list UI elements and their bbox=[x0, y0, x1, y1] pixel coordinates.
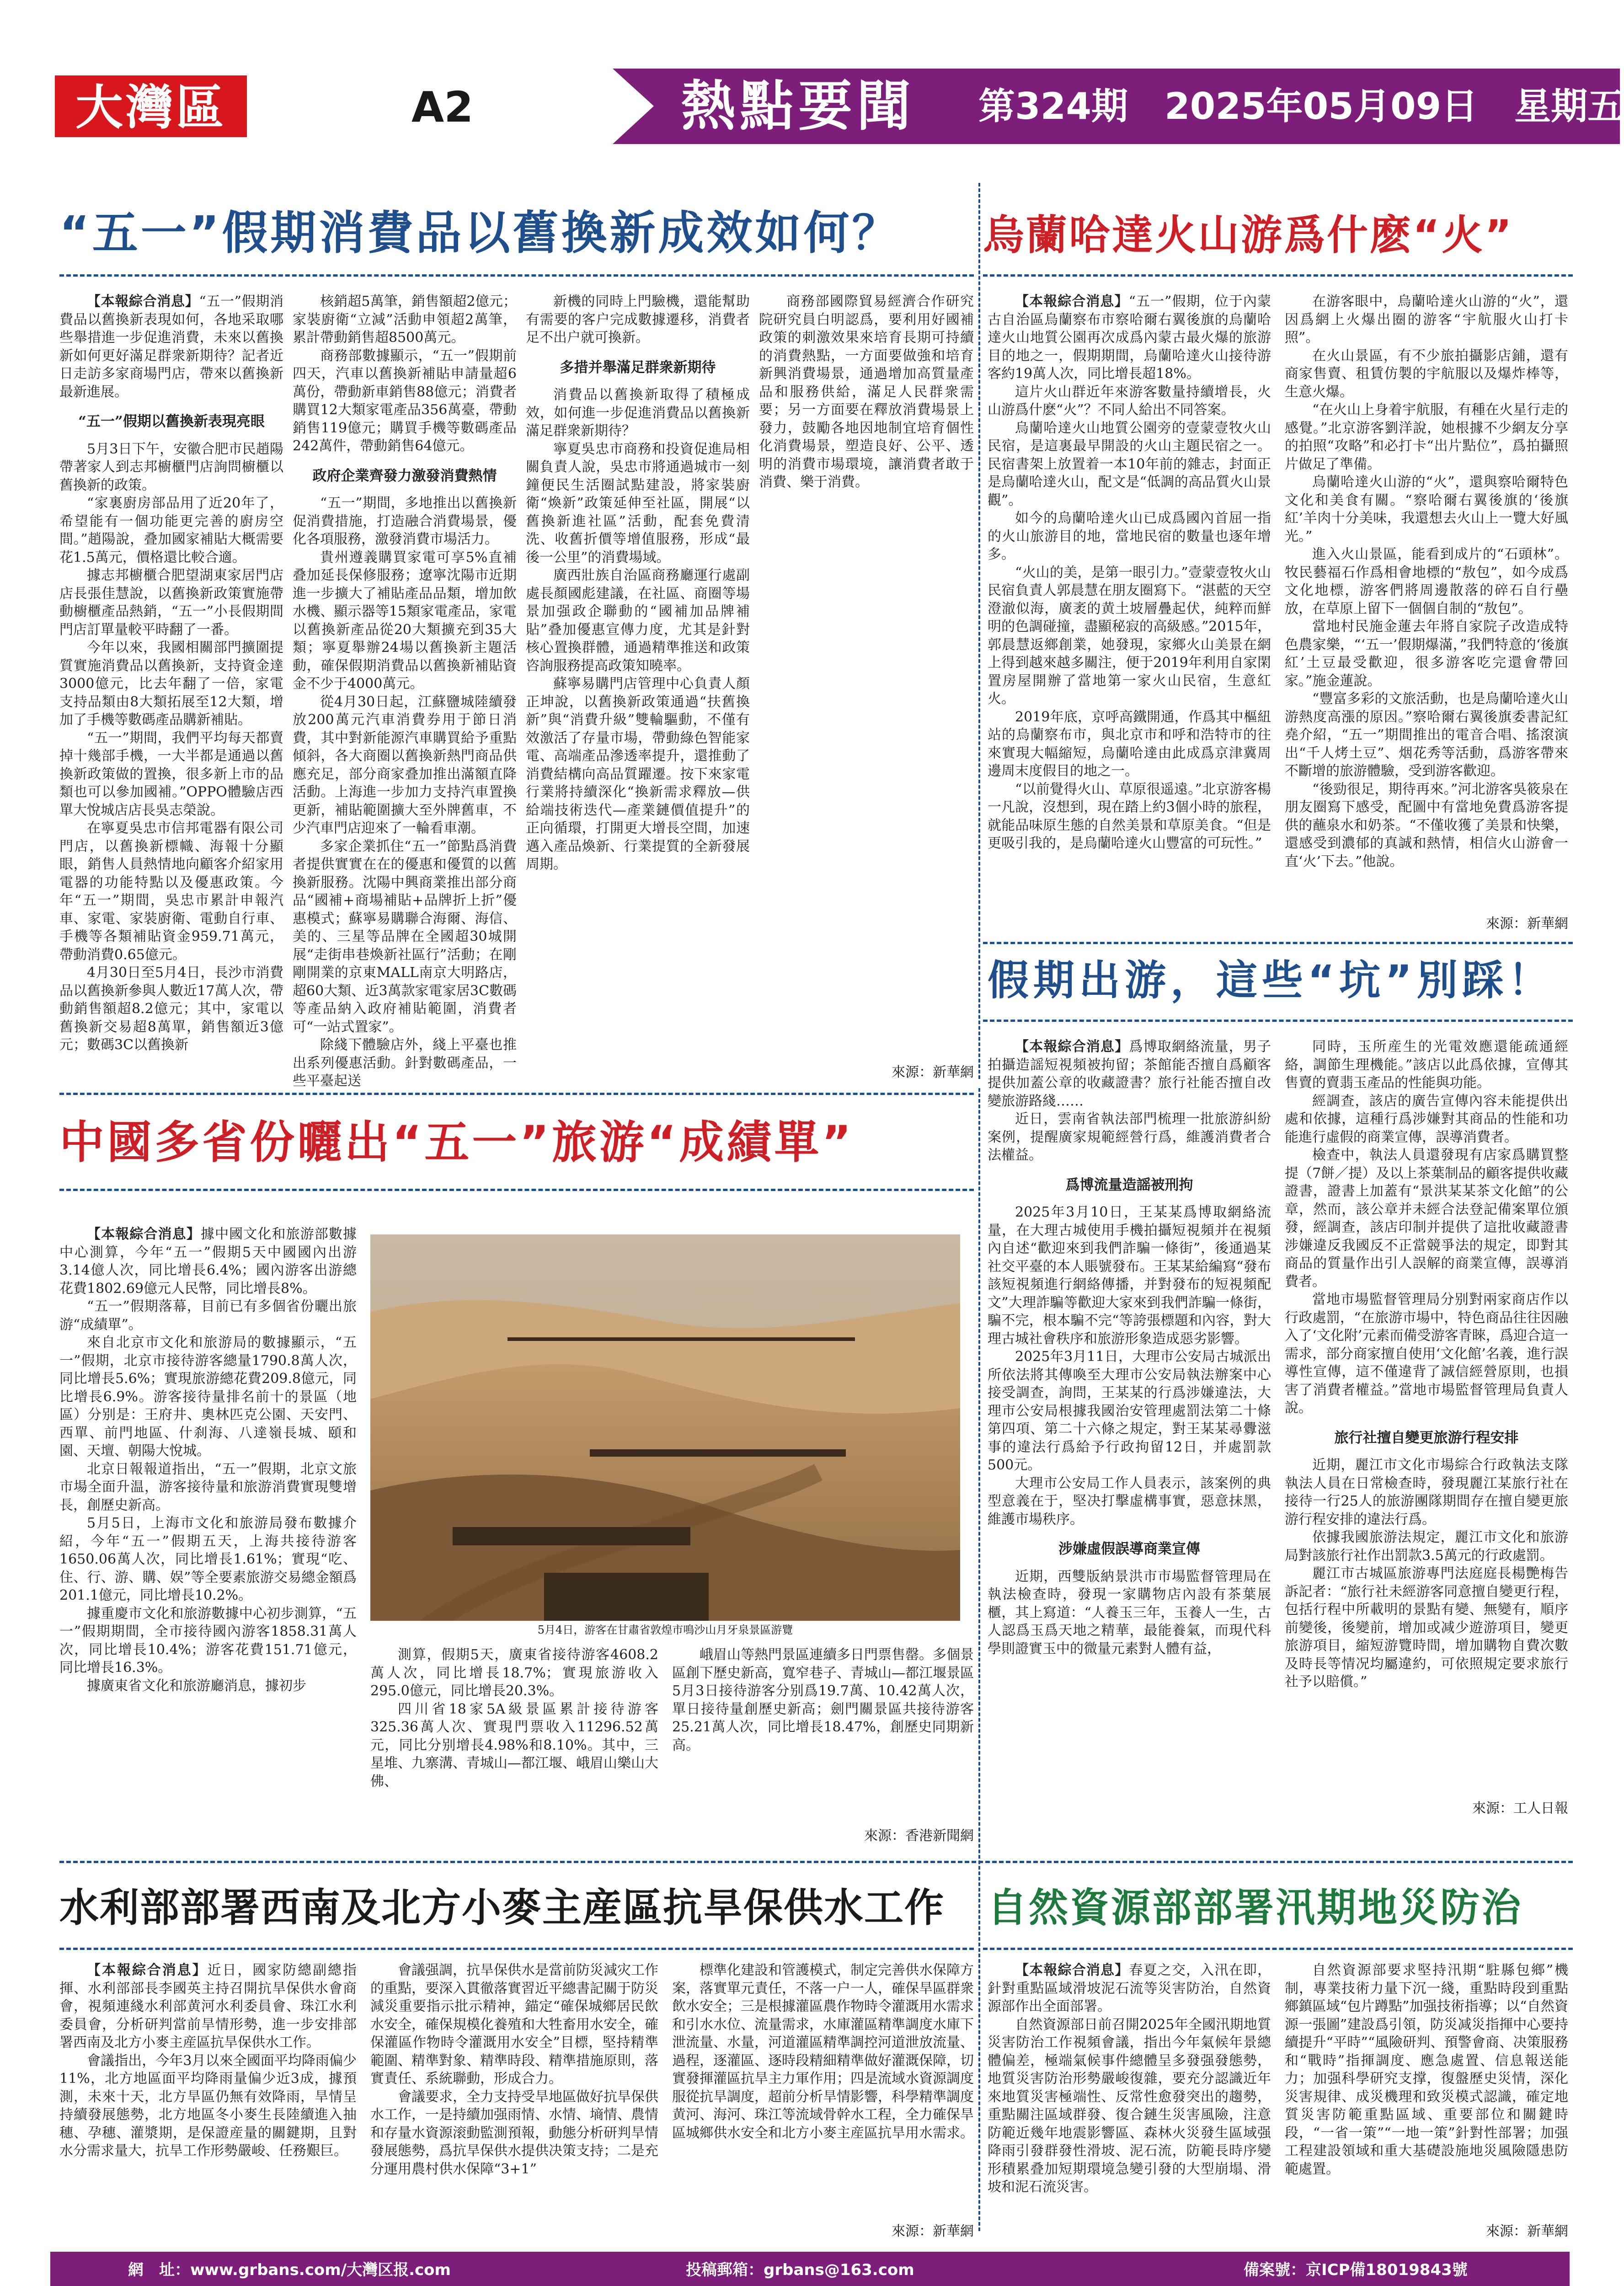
article1-headline: “五一”假期消費品以舊換新成效如何？ bbox=[59, 206, 901, 260]
article2-headline: 烏蘭哈達火山游爲什麽“火” bbox=[983, 211, 1514, 259]
separator bbox=[59, 1093, 974, 1095]
desert-camel-caravan-photo bbox=[370, 1234, 960, 1628]
newspaper-logo: 大灣區報 bbox=[75, 80, 226, 195]
article6-source: 來源：新華網 bbox=[1486, 2223, 1568, 2239]
separator bbox=[978, 1088, 980, 2231]
article4-source: 來源：香港新聞網 bbox=[864, 1828, 974, 1844]
footer-record: 備案號：京ICP備18019843號 bbox=[1244, 2261, 1468, 2279]
news-photo bbox=[370, 1234, 960, 1628]
separator bbox=[983, 274, 1573, 277]
article1-column-1: 【本報綜合消息】“五一”假期消費品以舊換新表現如何，各地采取哪些舉措進一步促進消費，未來以舊換新如何更好滿足群衆新期待？記者近日走訪多家商場門店，帶來以舊換新最新進展。 “五一”假期以舊換新表現亮眼 5月3日下午，安徽合肥市民趙陽帶著家人到志邦櫥櫃門店詢問櫥櫃以舊換新的政策。 “家裏廚房部品用了近20年了，希望能有一個功能更完善的廚房空間。”趙陽說，叠加國家補貼大概需要花1.5萬元，價格還比較合適。 據志邦櫥櫃合肥望湖東家居門店店長張佳慧說，以舊換新政策實施帶動櫥櫃產品熱銷，“五一”小長假期間門店訂單量較平時翻了一番。 今年以來，我國相關部門擴圍提質實施消費品以舊換新，支持資金達3000億元，比去年翻了一倍，家電支持品類由8大類拓展至12大類，增加了手機等數碼產品購新補貼。 “五一”期間，我們平均每天都賣掉十幾部手機，一大半都是通過以舊換新政策做的置換，很多新上市的品類也可以參加國補。”OPPO體驗店西單大悅城店店長吳志榮說。 在寧夏吳忠市信邦電器有限公司門店，以舊換新標幟、海報十分顯眼，銷售人員熱情地向顧客介紹家用電器的功能特點以及優惠政策。今年“五一”期間，吳忠市累計申報汽車、家電、家裝廚衛、電動自行車、手機等各類補貼資金959.71萬元，帶動消費0.65億元。 4月30日至5月4日，長沙市消費品以舊換新參與人數近17萬人次，帶動銷售額超8.2億元；其中，家電以舊換新交易超8萬單，銷售額近3億元；數碼3C以舊換新 bbox=[59, 294, 283, 1053]
footer-website[interactable]: 網 址：www.grbans.com/大灣区报.com bbox=[128, 2261, 451, 2279]
separator bbox=[59, 1189, 974, 1191]
issue-date-line: 第324期 2025年05月09日 星期五 bbox=[978, 85, 1624, 128]
subheading: “五一”假期以舊換新表現亮眼 bbox=[78, 413, 265, 430]
article5-column-1: 【本報綜合消息】近日，國家防總副總指揮、水利部部長李國英主持召開抗旱保供水會商會，視頻連綫水利部黄河水利委員會、珠江水利委員會，分析研判當前旱情形勢，進一步安排部署西南及北方小麥主産區抗旱保供水工作。 會議指出，今年3月以來全國面平均降雨偏少11%，北方地區面平均降雨量偏少近3成，據預測，未來十天，北方旱區仍無有效降雨，旱情呈持續發展態勢，北方地區冬小麥生長陸續進入抽穗、孕穗、灌漿期，是保證産量的關鍵期，且對水分需求量大，抗旱工作形勢嚴峻、任務艱巨。 bbox=[59, 1962, 357, 2159]
article3-column-1: 【本報綜合消息】爲博取網絡流量，男子拍攝造謡短視頻被拘留；茶館能否擅自爲顧客提供加蓋公章的收藏證書？旅行社能否擅自改變旅游路綫…… 近日，雲南省執法部門梳理一批旅游糾紛案例，提醒廣家規範經營行爲，維護消費者合法權益。 爲博流量造謡被刑拘 2025年3月10日，王某某爲博取網絡流量，在大理古城使用手機拍攝短視頻并在視頻內自述“歡迎來到我們詐騙一條街”，後通過某社交平臺的本人賬號發布。王某某給編寫“發布該短視頻進行網絡傳播，并對發布的短視頻配文”大理詐騙等歡迎大家來到我們詐騙一條街，騙不完，根本騙不完“等誇張標題和內容，對大理古城社會秩序和旅游形象造成惡劣影響。 2025年3月11日，大理市公安局古城派出所依法將其傳喚至大理市公安局執法辦案中心接受調查，詢問，王某某的行爲涉嫌違法，大理市公安局根據我國治安管理處罰法第二十條第四項、第二十六條之規定，對王某某尋釁滋事的違法行爲給予行政拘留12日，并處罰款500元。 大理市公安局工作人員表示，該案例的典型意義在于，堅决打擊虛構事實，惡意抹黑，維護市場秩序。 涉嫌虛假誤導商業宣傳 近期，西雙版納景洪市市場監督管理局在執法檢查時，發現一家購物店內設有茶葉展櫃，其上寫道：“人養玉三年，玉養人一生，古人認爲玉爲天地之精華，最能養氣，而現代科學則證實玉中的微量元素對人體有益， bbox=[988, 1039, 1271, 1657]
article2-source: 來源：新華網 bbox=[1486, 916, 1568, 932]
subheading: 涉嫌虛假誤導商業宣傳 bbox=[1058, 1541, 1200, 1557]
article4-column-3: 峨眉山等熱門景區連續多日門票售罄。多個景區創下歷史新高，寬窄巷子、青城山—都江堰景區5月3日接待游客分别爲19.7萬、10.42萬人次，單日接待量創歷史新高；劍門關景區共接待游客25.21萬人次，同比增長18.47%，創歷史同期新高。 bbox=[672, 1647, 974, 1753]
article3-headline: 假期出游，這些“坑”別踩！ bbox=[988, 956, 1554, 1004]
article6-column-2: 自然資源部要求堅持汛期“駐縣包鄉”機制，專業技術力量下沉一綫，重點時段到重點鄉鎮區域“包片蹲點”加强技術指導；以“自然資源一張圖”建設爲引領，防災减災指揮中心要持續提升“平時”“風險研判、預警會商、决策服務和“戰時”指揮調度、應急處置、信息報送能力；加强科學研究支撑，復盤歷史災情，深化災害規律、成災機理和致災模式認識，確定地質災害防範重點區域、重要部位和關鍵時段，“一省一策”“一地一策”針對性部署；加强工程建設領域和重大基礎設施地災風險隱患防範處置。 bbox=[1285, 1962, 1568, 2177]
article1-column-3: 新機的同時上門驗機，還能幫助有需要的客户完成數據遷移，消費者足不出户就可換新。 多措并舉滿足群衆新期待 消費品以舊換新取得了積極成效，如何進一步促進消費品以舊換新滿足群衆新期待？ 寧夏吳忠市商務和投資促進局相關負責人說，吳忠市將通過城市一刻鐘便民生活圈試點建設，將家裝廚衛“煥新”政策延伸至社區，開展“以舊換新進社區”活動，配套免費清洗、收舊折價等增值服務，形成“最後一公里”的消費場域。 廣西壯族自治區商務廳運行處副處長顏國彪建議，在社區、商圈等場景加强政企聯動的“國補加品牌補貼”叠加優惠宣傳力度，尤其是針對核心置換群體，通過精準推送和政策咨詢服務提高政策知曉率。 蘇寧易購門店管理中心負責人顏正坤說，以舊換新政策通過“扶舊換新”與“消費升級”雙輪驅動，不僅有效激活了存量市場，帶動綠色智能家電、高端產品滲透率提升，還推動了消費結構向高品質躍遷。按下來家電行業將持續深化“換新需求釋放—供給端技術迭代—產業鏈價值提升”的正向循環，打開更大增長空間，加速邁入產品煥新、行業提質的全新發展周期。 bbox=[526, 294, 750, 872]
article3-column-2: 同時，玉所産生的光電效應還能疏通經絡，調節生理機能。”該店以此爲依據，宣傳其售賣的賣翡玉產品的性能與功能。 經調查，該店的廣告宣傳內容未能提供出處和依據，這種行爲涉嫌對其商品的性能和功能進行虛假的商業宣傳，誤導消費者。 檢查中，執法人員還發現有店家爲購買整提（7餅／提）及以上茶葉制品的顧客提供收藏證書，證書上加蓋有“景洪某某茶文化館”的公章，然而，該公章并未經合法登記備案單位頒發，經調查，該店印制并提供了這批收藏證書涉嫌違反我國反不正當競爭法的規定，即對其商品的質量作出引人誤解的商業宣傳，誤導消費者。 當地市場監督管理局分别對兩家商店作以行政處罰，“在旅游市場中，特色商品往往因融入了‘文化附’元素而備受游客青睞，爲迎合這一需求，部分商家擅自使用‘文化館’名義，進行誤導性宣傳，這不僅違背了誠信經營原則，也損害了消費者權益。”當地市場監督管理局負責人說。 旅行社擅自變更旅游行程安排 近期，麗江市文化市場綜合行政執法支隊執法人員在日常檢查時，發現麗江某旅行社在接待一行25人的旅游團隊期間存在擅自變更旅游行程安排的違法行爲。 依據我國旅游法規定，麗江市文化和旅游局對該旅行社作出罰款3.5萬元的行政處罰。 麗江市古城區旅游專門法庭庭長楊艷梅告訴記者：“旅行社未經游客同意擅自變更行程，包括行程中所載明的景點有變、無變有，順序前變後，後變前，增加或减少遊游項目，變更旅游項目，縮短游覽時間，增加購物自費次數及時長等情况均屬違約，可依照規定要求旅行社予以賠償。” bbox=[1285, 1039, 1568, 1690]
subheading: 旅行社擅自變更旅游行程安排 bbox=[1334, 1429, 1519, 1446]
article4-column-2: 測算，假期5天，廣東省接待游客4608.2萬人次，同比增長18.7%；實現旅游收入295.0億元，同比增長20.3%。 四川省18家5A級景區累計接待游客325.36萬人次、實現門票收入11296.52萬元，同比分别增長4.98%和8.10%。其中，三星堆、九寨溝、青城山—都江堰、峨眉山樂山大佛、 bbox=[370, 1647, 658, 1789]
photo-caption: 5月4日，游客在甘肅省敦煌市鳴沙山月牙泉景區游覽 bbox=[370, 1621, 960, 1639]
article5-column-3: 標準化建設和管護模式，制定完善供水保障方案，落實單元責任，不落一户一人，確保旱區群衆飲水安全；三是根據灌區農作物時令灌溉用水需求和引水水位、流量需求，水庫灌區精準調度水庫下泄流量、水量，河道灌區精準調控河道泄放流量、過程，逐灌區、逐時段精細精準做好灌溉保障，切實發揮灌區抗旱主力軍作用；四是流域水資源調度服從抗旱調度，超前分析旱情影響，科學精準調度黄河、海河、珠江等流域骨幹水工程，全力確保旱區城鄉供水安全和北方小麥主産區抗旱用水需求。 bbox=[672, 1962, 974, 2141]
footer-email[interactable]: 投稿郵箱：grbans@163.com bbox=[686, 2261, 914, 2279]
separator bbox=[983, 1948, 1573, 1950]
article1-source: 來源：新華網 bbox=[892, 1064, 974, 1080]
subheading: 爲博流量造謡被刑拘 bbox=[1065, 1176, 1193, 1193]
article2-column-1: 【本報綜合消息】“五一”假期，位于內蒙古自治區烏蘭察布市察哈爾右翼後旗的烏蘭哈達火山地質公園再次成爲內蒙古最火爆的旅游目的地之一，假期期間，烏蘭哈達火山接待游客約19萬人次，同比增長超18%。 這片火山群近年來游客數量持續增長，火山游爲什麽“火”？不同人給出不同答案。 烏蘭哈達火山地質公園旁的壹蒙壹牧火山民宿，是這裏最早開設的火山主題民宿之一。民宿書架上放置着一本10年前的雜志，封面正是烏蘭哈達火山，配文是“低調的高品質火山景觀”。 如今的烏蘭哈達火山已成爲國內首屈一指的火山旅游目的地，當地民宿的數量也逐年增多。 “火山的美，是第一眼引力。”壹蒙壹牧火山民宿負責人郭晨慧在朋友圈寫下。“湛藍的天空澄澈似海，廣袤的黄土坡層疊起伏，純粹而鮮明的色調碰撞，盡顯秘寂的高級感。”2015年，郭晨慧返鄉創業，她發現，家鄉火山美景在網上得到越來越多關注，便于2019年利用自家閑置房屋開辦了當地第一家火山民宿，生意紅火。 2019年底，京呼高鐵開通，作爲其中樞紐站的烏蘭察布市，與北京市和呼和浩特市的往來實現大幅縮短，烏蘭哈達由此成爲京津冀周邊周末度假目的地之一。 “以前覺得火山、草原很遥遠。”北京游客楊一凡說，沒想到，現在踏上約3個小時的旅程，就能品味原生態的自然美景和草原美食。“但是更吸引我的，是烏蘭哈達火山豐富的可玩性。” bbox=[988, 294, 1271, 851]
page-number: A2 bbox=[411, 83, 474, 132]
subheading: 多措并舉滿足群衆新期待 bbox=[560, 359, 716, 376]
article6-column-1: 【本報綜合消息】春夏之交，入汛在即，針對重點區域滑坡泥石流等災害防治，自然資源部作出全面部署。 自然資源部日前召開2025年全國汛期地質災害防治工作視頻會議，指出今年氣候年景總體偏差，極端氣候事件總體呈多發强發態勢，地質災害防治形勢嚴峻復雜，要充分認識近年來地質災害極端性、反常性愈發突出的趨勢，重點關注區域群發、復合鏈生災害風險，注意防範近幾年地震影響區、森林火災發生區域强降雨引發群發性滑坡、泥石流，防範長時序變形積累叠加短期環境急變引發的大型崩塌、滑坡和泥石流災害。 bbox=[988, 1962, 1271, 2195]
band-notch bbox=[613, 69, 654, 144]
article5-column-2: 會議强調，抗旱保供水是當前防災減灾工作的重點，要深入貫徹落實習近平總書記關于防災減災重要指示批示精神，錨定“確保城鄉居民飲水安全，確保規模化養殖和大牲畜用水安全，確保灌區作物時令灌溉用水安全”目標，堅持精準範圍、精準對象、精準時段、精準措施原則，落實責任、系統聯動，形成合力。 會議要求，全力支持受旱地區做好抗旱保供水工作，一是持續加强雨情、水情、墒情、農情和存量水資源滚動監測預報，動態分析研判旱情發展態勢，爲抗旱保供水提供决策支持；二是充分運用農村供水保障“3+1” bbox=[370, 1962, 658, 2177]
subheading: 政府企業齊發力激發消費熱情 bbox=[312, 467, 497, 484]
article1-column-4: 商務部國際貿易經濟合作研究院研究員白明認爲，要利用好國補政策的刺激效果來培育長期可持續的消費熱點，一方面要做強和培育新興消費場景，通過增加高質量產品和服務供給，滿足人民群衆需要；另一方面要在釋放消費場景上發力，鼓勵各地因地制宜培育個性化消費場景，塑造良好、公平、透明的消費市場環境，讓消費者敢于消費、樂于消費。 bbox=[759, 294, 974, 490]
article4-headline: 中國多省份曬出“五一”旅游“成績單” bbox=[59, 1116, 854, 1169]
separator bbox=[983, 942, 1573, 944]
masthead bbox=[0, 0, 1624, 195]
separator bbox=[983, 1020, 1573, 1022]
article6-headline: 自然資源部部署汛期地災防治 bbox=[988, 1885, 1522, 1931]
article5-source: 來源：新華網 bbox=[892, 2223, 974, 2239]
article4-column-1: 【本報綜合消息】據中國文化和旅游部數據中心測算，今年“五一”假期5天中國國內出游3.14億人次，同比增長6.4%；國內游客出游總花費1802.69億元人民幣，同比增長8%。 “五一”假期落幕，目前已有多個省份曬出旅游“成績單”。 來自北京市文化和旅游局的數據顯示，“五一”假期，北京市接待游客總量1790.8萬人次，同比增長5.6%；實現旅游總花費209.8億元，同比增長6.9%。游客接待量排名前十的景區（地區）分别是：王府井、奧林匹克公園、天安門、西單、前門地區、什刹海、八達嶺長城、頤和園、天壇、朝陽大悅城。 北京日報報道指出，“五一”假期，北京文旅市場全面升温，游客接待量和旅游消費實現雙增長，創歷史新高。 5月5日，上海市文化和旅游局發布數據介紹，今年“五一”假期五天，上海共接待游客1650.06萬人次，同比增長1.61%；實現“吃、住、行、游、購、娱”等全要素旅游交易總金額爲201.1億元，同比增長10.2%。 據重慶市文化和旅游數據中心初步測算，“五一”假期期間，全市接待國內游客1858.31萬人次，同比增長10.4%；游客花費151.71億元，同比增長16.3%。 據廣東省文化和旅游廳消息，據初步 bbox=[59, 1226, 357, 1694]
separator bbox=[59, 1948, 974, 1950]
section-title: 熱點要聞 bbox=[681, 75, 916, 138]
separator bbox=[59, 274, 974, 277]
separator bbox=[978, 183, 980, 1079]
article1-column-2: 核銷超5萬筆，銷售額超2億元；家裝廚衛“立減”活動申領超2萬筆，累計帶動銷售超8500萬元。 商務部數據顯示，“五一”假期前四天，汽車以舊換新補貼申請量超6萬份，帶動新車銷售88億元；消費者購買12大類家電產品356萬臺，帶動銷售119億元；購買手機等數碼產品242萬件，帶動銷售64億元。 政府企業齊發力激發消費熱情 “五一”期間，多地推出以舊換新促消費措施，打造融合消費場景，優化各項服務，激發消費市場活力。 貴州遵義購買家電可享5%直補叠加延長保修服務；遼寧沈陽市近期進一步擴大了補貼產品品類，增加飲水機、顯示器等15類家電產品，家電以舊換新產品從20大類擴充到35大類；寧夏舉辦24場以舊換新主題活動，確保假期消費品以舊換新補貼資金不少于4000萬元。 從4月30日起，江蘇鹽城陸續發放200萬元汽車消費券用于節日消費，其中對新能源汽車購買給予重點傾斜，各大商圈以舊換新熱門商品供應充足，部分商家叠加推出滿額直降活動。上海進一步加力支持汽車置換更新，補貼範圍擴大至外牌舊車，不少汽車門店迎來了一輪看車潮。 多家企業抓住“五一”節點爲消費者提供實實在在的優惠和優質的以舊換新服務。沈陽中興商業推出部分商品“國補+商場補貼+品牌折上折”優惠模式；蘇寧易購聯合海爾、海信、美的、三星等品牌在全國超30城開展“走街串巷煥新社區行”活動；在剛剛開業的京東MALL南京大明路店，超60大類、近3萬款家電家居3C數碼等產品納入政府補貼範圍，消費者可“一站式置家”。 除綫下體驗店外，綫上平臺也推出系列優惠活動。針對數碼產品，一些平臺起送 bbox=[293, 294, 517, 1089]
article5-headline: 水利部部署西南及北方小麥主産區抗旱保供水工作 bbox=[59, 1885, 945, 1931]
separator bbox=[59, 1861, 1573, 1863]
article2-column-2: 在游客眼中，烏蘭哈達火山游的“火”，還因爲網上火爆出圈的游客“宇航服火山打卡照”。 在火山景區，有不少旅拍攝影店鋪，還有商家售賣、租賃仿製的宇航服以及爆炸棒等，生意火爆。 “在火山上身着宇航服，有種在火星行走的感覺。”北京游客劉洋說，她根據不少網友分享的拍照“攻略”和必打卡“出片點位”，爲拍攝照片做足了準備。 烏蘭哈達火山游的“火”，還與察哈爾特色文化和美食有關。“察哈爾右翼後旗的‘後旗紅’羊肉十分美味，我還想去火山上一覽大好風光。” 進入火山景區，能看到成片的“石頭林”。牧民藝福石作爲相會地標的“敖包”，如今成爲文化地標，游客們將周邊散落的碎石自行壘放，在草原上留下一個個自制的“敖包”。 當地村民施金蓮去年將自家院子改造成特色農家樂，“‘五一’假期爆滿，”我們特意的‘後旗紅’土豆最受歡迎，很多游客吃完還會帶回家。”施金蓮說。 “豐富多彩的文旅活動，也是烏蘭哈達火山游熱度高漲的原因。”察哈爾右翼後旗委書記紅堯介紹，“五一”期間推出的電音合唱、搖滾演出“千人烤土豆”、烟花秀等活動，爲游客帶來不斷增的旅游體驗，受到游客歡迎。 “後勁很足，期待再來。”河北游客吳筱泉在朋友圈寫下感受，配圖中有當地免費爲游客提供的蘸泉水和奶茶。“不僅收獲了美景和快樂，還感受到濃郁的真誠和熱情，相信火山游會一直‘火’下去。”他說。 bbox=[1285, 294, 1568, 870]
article3-source: 來源：工人日報 bbox=[1472, 1800, 1568, 1816]
